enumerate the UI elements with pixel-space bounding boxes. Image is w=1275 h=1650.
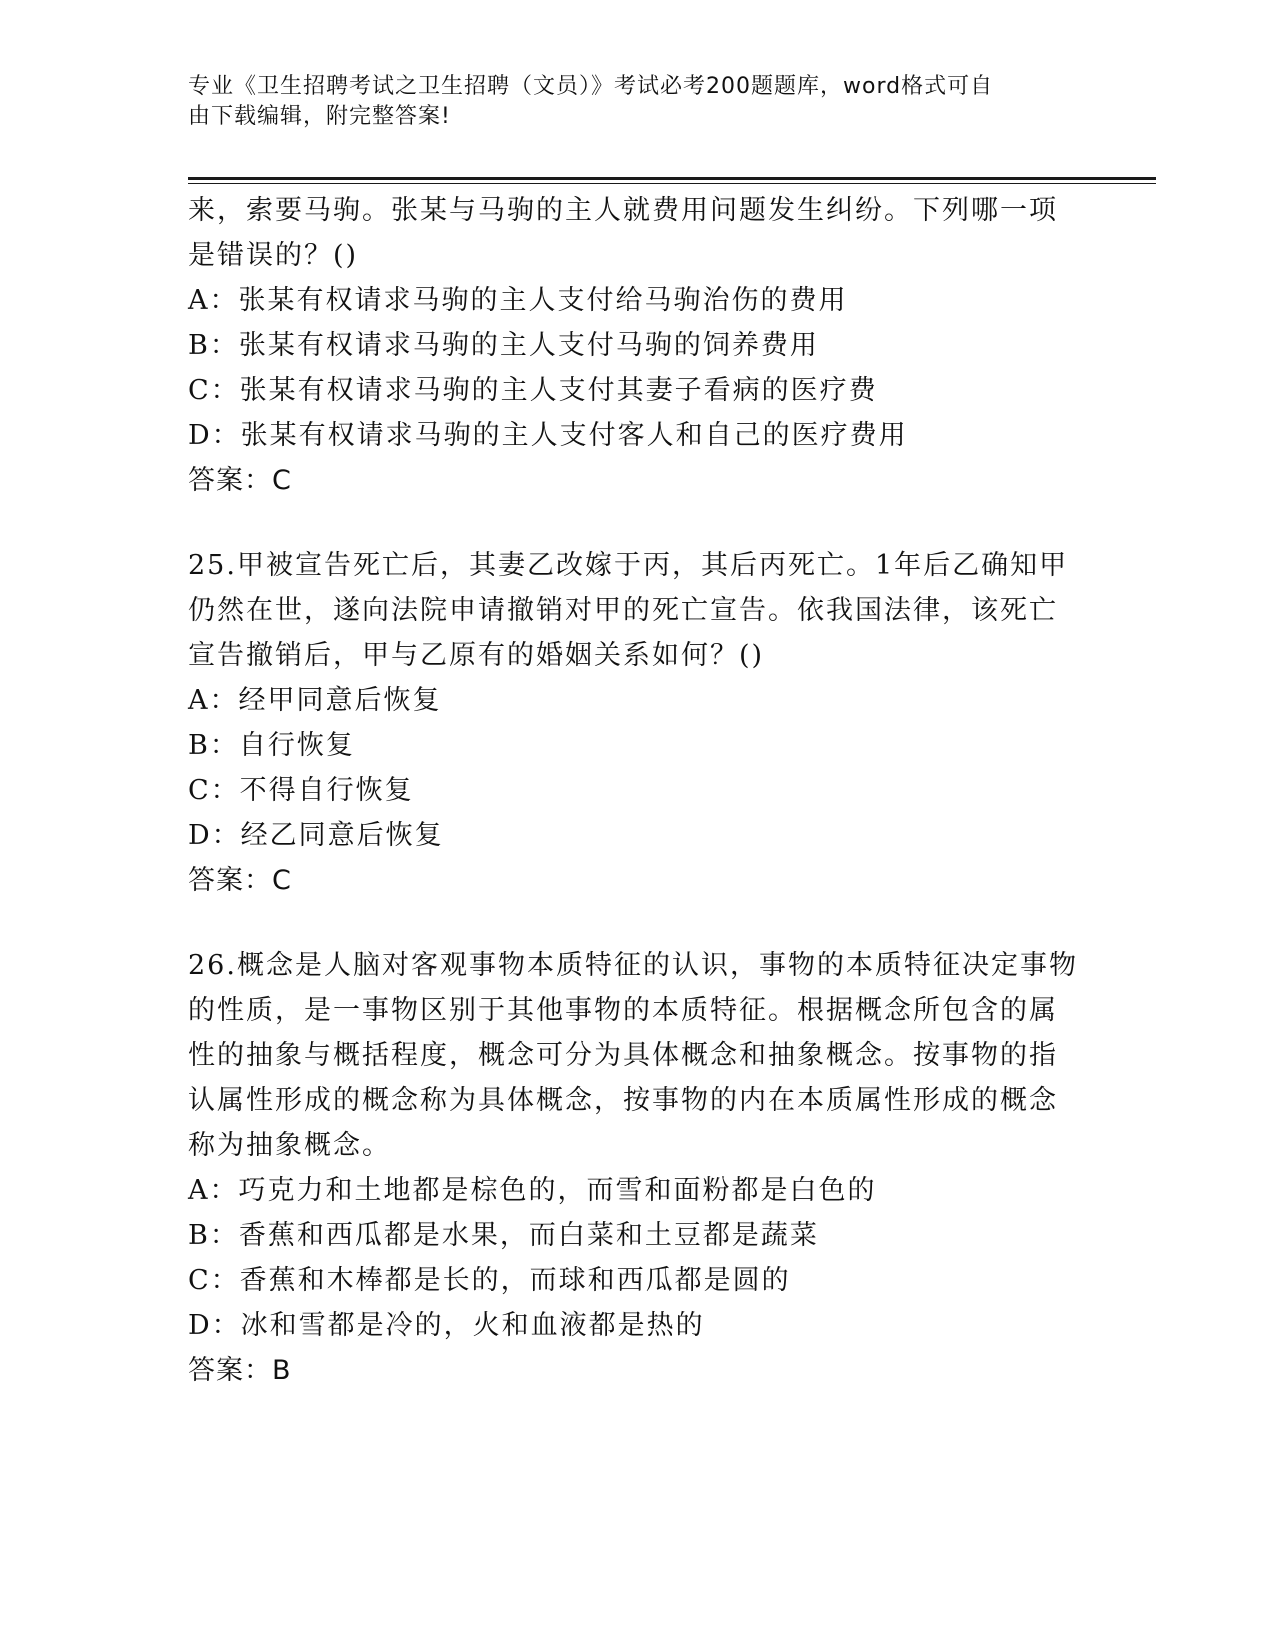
question-stem-line: 认属性形成的概念称为具体概念，按事物的内在本质属性形成的概念: [188, 1085, 1058, 1116]
option-b: B：香蕉和西瓜都是水果，而白菜和土豆都是蔬菜: [188, 1220, 819, 1251]
option-b: B：自行恢复: [188, 730, 355, 761]
spacer: [188, 503, 1088, 543]
question-24-continued: [188, 188, 1088, 503]
option-c: C：张某有权请求马驹的主人支付其妻子看病的医疗费: [188, 375, 878, 406]
header-divider-thin: [188, 183, 1156, 184]
option-d: D：经乙同意后恢复: [188, 820, 444, 851]
option-c: C：香蕉和木棒都是长的，而球和西瓜都是圆的: [188, 1265, 791, 1296]
answer: 答案：C: [188, 465, 292, 496]
header-line-2: 由下载编辑，附完整答案!: [188, 104, 451, 129]
question-list: [188, 188, 1088, 1393]
option-a: A：经甲同意后恢复: [188, 685, 442, 716]
question-stem-line: 25.甲被宣告死亡后，其妻乙改嫁于丙，其后丙死亡。1年后乙确知甲: [188, 550, 1069, 581]
question-stem-line: 是错误的？(): [188, 240, 359, 271]
question-25: [188, 543, 1088, 903]
answer: 答案：C: [188, 865, 292, 896]
question-stem-line: 宣告撤销后，甲与乙原有的婚姻关系如何？(): [188, 640, 765, 671]
option-a: A：巧克力和土地都是棕色的，而雪和面粉都是白色的: [188, 1175, 877, 1206]
question-26: [188, 943, 1088, 1393]
option-a: A：张某有权请求马驹的主人支付给马驹治伤的费用: [188, 285, 848, 316]
header-line-1: 专业《卫生招聘考试之卫生招聘（文员）》考试必考200题题库，word格式可自: [188, 74, 994, 99]
question-stem-line: 仍然在世，遂向法院申请撤销对甲的死亡宣告。依我国法律，该死亡: [188, 595, 1058, 626]
option-d: D：冰和雪都是冷的，火和血液都是热的: [188, 1310, 705, 1341]
answer: 答案：B: [188, 1355, 292, 1386]
question-stem-line: 26.概念是人脑对客观事物本质特征的认识，事物的本质特征决定事物: [188, 950, 1078, 981]
option-b: B：张某有权请求马驹的主人支付马驹的饲养费用: [188, 330, 819, 361]
document-header: [188, 72, 1068, 132]
option-c: C：不得自行恢复: [188, 775, 414, 806]
question-stem-line: 来，索要马驹。张某与马驹的主人就费用问题发生纠纷。下列哪一项: [188, 195, 1058, 226]
spacer: [188, 903, 1088, 943]
header-divider-thick: [188, 177, 1156, 180]
question-stem-line: 性的抽象与概括程度，概念可分为具体概念和抽象概念。按事物的指: [188, 1040, 1058, 1071]
question-stem-line: 称为抽象概念。: [188, 1130, 391, 1161]
option-d: D：张某有权请求马驹的主人支付客人和自己的医疗费用: [188, 420, 908, 451]
question-stem-line: 的性质，是一事物区别于其他事物的本质特征。根据概念所包含的属: [188, 995, 1058, 1026]
